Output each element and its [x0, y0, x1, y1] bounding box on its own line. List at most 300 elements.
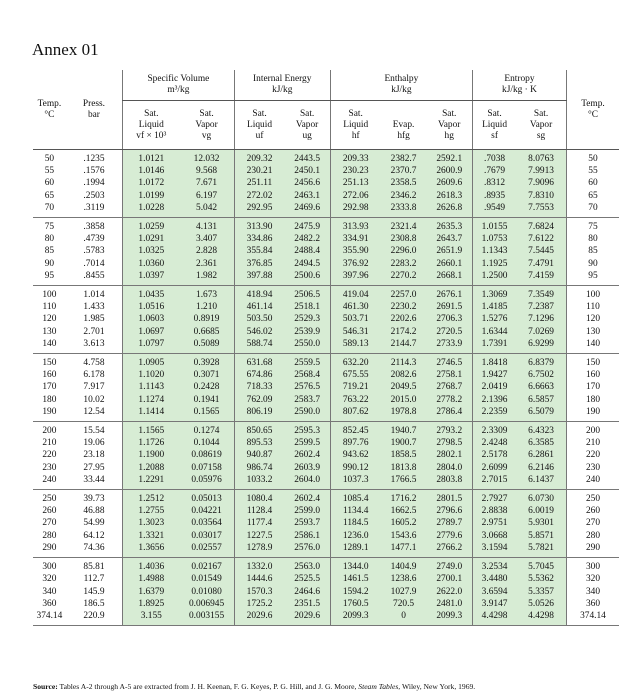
table-cell: 2758.1 — [427, 369, 473, 381]
table-cell: 290 — [33, 542, 66, 558]
table-cell: 6.178 — [83, 370, 105, 381]
table-cell: 2.2359 — [472, 406, 516, 422]
table-cell: 1.0603 — [123, 313, 180, 325]
source-note: Source: Tables A-2 through A-5 are extracted from J. H. Keenan, F. G. Keyes, P. G. Hill, and J. G. Moore, Steam Tables, Wiley, New York, 1969. — [33, 682, 476, 691]
table-row — [33, 558, 619, 574]
table-cell: 0.07158 — [179, 462, 234, 474]
table-cell: 340 — [566, 586, 619, 598]
table-cell: 50 — [566, 150, 619, 166]
table-cell: 6.2861 — [516, 449, 566, 461]
table-cell: 2700.1 — [427, 573, 473, 585]
table-cell: 1.4036 — [123, 558, 180, 574]
table-cell: 2518.1 — [284, 301, 330, 313]
table-cell: 2529.3 — [284, 313, 330, 325]
table-cell: 6.1437 — [516, 474, 566, 490]
table-cell: 320 — [566, 573, 619, 585]
table-cell: .7038 — [472, 150, 516, 166]
table-cell: 6.6663 — [516, 381, 566, 393]
table-row — [33, 218, 619, 234]
table-cell: 1404.9 — [381, 558, 427, 574]
table-cell: 2766.2 — [427, 542, 473, 558]
subheader-4: Sat. Liquid hf — [330, 101, 380, 150]
table-cell: 6.4323 — [516, 422, 566, 438]
table-cell: 100 — [42, 290, 57, 301]
table-cell: 1.982 — [179, 270, 234, 286]
table-cell: 80 — [44, 234, 55, 245]
table-cell: 3.6594 — [472, 586, 516, 598]
table-cell: 7.8310 — [516, 190, 566, 202]
table-cell: 2456.6 — [284, 177, 330, 189]
table-cell: 806.19 — [234, 406, 284, 422]
table-cell: 1940.7 — [381, 422, 427, 438]
table-cell: 5.3357 — [516, 586, 566, 598]
table-cell: 2733.9 — [427, 338, 473, 354]
table-cell: 2443.5 — [284, 150, 330, 166]
table-cell: 112.7 — [83, 574, 105, 585]
internal-energy-header: Internal Energy kJ/kg — [234, 70, 330, 101]
table-cell: 2626.8 — [427, 202, 473, 218]
table-cell: 65 — [566, 190, 619, 202]
table-cell: 3.155 — [123, 610, 180, 626]
table-cell: 1.2512 — [123, 490, 180, 506]
table-row — [33, 177, 619, 189]
table-cell: 943.62 — [330, 449, 380, 461]
table-cell: 220 — [42, 450, 57, 461]
table-cell: 340 — [42, 586, 57, 597]
table-cell: 990.12 — [330, 462, 380, 474]
table-row — [33, 270, 619, 286]
table-cell: 2599.0 — [284, 505, 330, 517]
table-cell: 7.4791 — [516, 258, 566, 270]
table-cell: 374.14 — [33, 610, 66, 626]
table-cell: 334.86 — [234, 233, 284, 245]
table-cell: 4.758 — [83, 358, 105, 369]
subheader-5: Evap. hfg — [381, 101, 427, 150]
table-cell: 1.0146 — [123, 165, 180, 177]
table-row — [33, 462, 619, 474]
table-cell: 2469.6 — [284, 202, 330, 218]
table-cell: .8935 — [472, 190, 516, 202]
table-cell: 150 — [42, 358, 57, 369]
table-cell: 2660.1 — [427, 258, 473, 270]
table-cell: 1289.1 — [330, 542, 380, 558]
table-cell: 6.0019 — [516, 505, 566, 517]
table-row — [33, 165, 619, 177]
table-cell: 461.14 — [234, 301, 284, 313]
table-cell: 2609.6 — [427, 177, 473, 189]
table-cell: 675.55 — [330, 369, 380, 381]
table-cell: 2768.7 — [427, 381, 473, 393]
table-cell: 160 — [566, 369, 619, 381]
table-cell: 360 — [566, 598, 619, 610]
table-cell: 2706.3 — [427, 313, 473, 325]
table-cell: 2602.4 — [284, 490, 330, 506]
table-cell: 3.0668 — [472, 530, 516, 542]
table-cell: 2481.0 — [427, 598, 473, 610]
table-cell: 2015.0 — [381, 394, 427, 406]
table-row — [33, 542, 619, 558]
table-cell: 546.31 — [330, 326, 380, 338]
table-cell: 140 — [566, 338, 619, 354]
table-row — [33, 313, 619, 325]
table-cell: 230.21 — [234, 165, 284, 177]
table-cell: 320 — [42, 574, 57, 585]
table-cell: 70 — [566, 202, 619, 218]
table-cell: 209.33 — [330, 150, 380, 166]
table-cell: 209.32 — [234, 150, 284, 166]
table-cell: 1.1900 — [123, 449, 180, 461]
table-cell: 6.3585 — [516, 437, 566, 449]
table-cell: 461.30 — [330, 301, 380, 313]
table-cell: 7.0269 — [516, 326, 566, 338]
table-cell: 2099.3 — [330, 610, 380, 626]
table-band — [33, 354, 619, 422]
table-cell: 0.3071 — [179, 369, 234, 381]
table-cell: 1236.0 — [330, 530, 380, 542]
table-cell: 120 — [42, 314, 57, 325]
table-cell: 2691.5 — [427, 301, 473, 313]
table-cell: 1978.8 — [381, 406, 427, 422]
table-cell: 140 — [33, 338, 66, 354]
table-cell: 270 — [566, 517, 619, 529]
table-cell: 2.828 — [179, 245, 234, 257]
table-cell: 1.2088 — [123, 462, 180, 474]
table-cell: 0.1044 — [179, 437, 234, 449]
table-cell: 2789.7 — [427, 517, 473, 529]
table-cell: 50 — [44, 154, 55, 164]
table-cell: 55 — [44, 166, 55, 177]
table-cell: 2475.9 — [284, 218, 330, 234]
table-cell: 74.36 — [66, 542, 123, 558]
table-cell: 3.9147 — [472, 598, 516, 610]
table-cell: 1.0259 — [123, 218, 180, 234]
table-cell: 2029.6 — [234, 610, 284, 626]
subheader-7: Sat. Liquid sf — [472, 101, 516, 150]
table-row — [33, 301, 619, 313]
table-cell: 2749.0 — [427, 558, 473, 574]
table-cell: 1.6379 — [123, 586, 180, 598]
table-cell: 1278.9 — [234, 542, 284, 558]
table-cell: 374.14 — [566, 610, 619, 626]
table-cell: 80 — [566, 233, 619, 245]
table-cell: 54.99 — [83, 518, 105, 529]
table-cell: 1.1020 — [123, 369, 180, 381]
table-cell: 397.96 — [330, 270, 380, 286]
table-cell: 674.86 — [234, 369, 284, 381]
table-cell: 1.0325 — [123, 245, 180, 257]
table-cell: .4739 — [83, 234, 105, 245]
table-cell: 2.5178 — [472, 449, 516, 461]
table-cell: 1461.5 — [330, 573, 380, 585]
table-cell: .1235 — [83, 154, 105, 164]
table-cell: 292.98 — [330, 202, 380, 218]
press-header: Press. bar — [66, 70, 123, 150]
table-cell: 807.62 — [330, 406, 380, 422]
table-cell: 2583.7 — [284, 394, 330, 406]
table-cell: 160 — [42, 370, 57, 381]
table-cell: 2382.7 — [381, 150, 427, 166]
table-cell: 1.0155 — [472, 218, 516, 234]
table-row — [33, 286, 619, 302]
table-cell: 7.2387 — [516, 301, 566, 313]
table-cell: 130 — [566, 326, 619, 338]
table-cell: 90 — [44, 258, 55, 269]
table-cell: 6.9299 — [516, 338, 566, 354]
table-cell: 200 — [42, 426, 57, 437]
table-cell: 2464.6 — [284, 586, 330, 598]
table-cell: 46.88 — [83, 506, 105, 517]
table-cell: 95 — [33, 270, 66, 286]
table-cell: 6.7502 — [516, 369, 566, 381]
table-cell: 1543.6 — [381, 530, 427, 542]
table-cell: 70 — [33, 202, 66, 218]
table-cell: 1.0172 — [123, 177, 180, 189]
table-row — [33, 394, 619, 406]
table-cell: 2602.4 — [284, 449, 330, 461]
table-cell: 2.361 — [179, 258, 234, 270]
table-cell: 2.3309 — [472, 422, 516, 438]
table-cell: 4.4298 — [472, 610, 516, 626]
table-cell: 1.0516 — [123, 301, 180, 313]
table-cell: 1.6344 — [472, 326, 516, 338]
table-cell: 1085.4 — [330, 490, 380, 506]
table-cell: 12.032 — [179, 150, 234, 166]
table-cell: 2603.9 — [284, 462, 330, 474]
table-cell: 2576.0 — [284, 542, 330, 558]
table-cell: 2576.5 — [284, 381, 330, 393]
table-cell: 300 — [42, 562, 57, 573]
table-cell: 150 — [566, 354, 619, 370]
table-cell: 1.3321 — [123, 530, 180, 542]
table-cell: 2550.0 — [284, 338, 330, 354]
table-cell: 0 — [381, 610, 427, 626]
table-cell: 503.50 — [234, 313, 284, 325]
table-cell: 2593.7 — [284, 517, 330, 529]
table-cell: 1.433 — [83, 302, 105, 313]
table-cell: 1344.0 — [330, 558, 380, 574]
table-cell: 3.1594 — [472, 542, 516, 558]
subheader-8: Sat. Vapor sg — [516, 101, 566, 150]
table-cell: 1.1414 — [123, 406, 180, 422]
table-cell: 2618.3 — [427, 190, 473, 202]
table-cell: 397.88 — [234, 270, 284, 286]
table-cell: 85 — [566, 245, 619, 257]
table-cell: .5783 — [83, 246, 105, 257]
table-row — [33, 610, 619, 626]
table-cell: 720.5 — [381, 598, 427, 610]
table-band — [33, 150, 619, 218]
table-cell: 1.1726 — [123, 437, 180, 449]
table-cell: 7.9913 — [516, 165, 566, 177]
table-row — [33, 150, 619, 166]
table-cell: 588.74 — [234, 338, 284, 354]
table-band — [33, 218, 619, 286]
temp-header-right: Temp. °C — [566, 70, 619, 150]
table-cell: 85.81 — [83, 562, 105, 573]
subheader-6: Sat. Vapor hg — [427, 101, 473, 150]
table-cell: 110 — [566, 301, 619, 313]
table-cell: 360 — [42, 598, 57, 609]
table-cell: 2793.2 — [427, 422, 473, 438]
table-cell: 250 — [566, 490, 619, 506]
table-cell: 190 — [33, 406, 66, 422]
table-cell: 300 — [566, 558, 619, 574]
table-cell: 2796.6 — [427, 505, 473, 517]
table-cell: 2568.4 — [284, 369, 330, 381]
table-cell: .7679 — [472, 165, 516, 177]
table-cell: 1.673 — [179, 286, 234, 302]
table-cell: 0.003155 — [179, 610, 234, 626]
table-cell: 2358.5 — [381, 177, 427, 189]
table-cell: 15.54 — [83, 426, 105, 437]
table-cell: 1570.3 — [234, 586, 284, 598]
table-row — [33, 190, 619, 202]
table-cell: 2600.9 — [427, 165, 473, 177]
table-cell: .9549 — [472, 202, 516, 218]
table-cell: 19.06 — [83, 438, 105, 449]
table-cell: 3.613 — [66, 338, 123, 354]
table-cell: 23.18 — [83, 450, 105, 461]
table-cell: 240 — [33, 474, 66, 490]
table-cell: 7.5445 — [516, 245, 566, 257]
table-cell: 272.02 — [234, 190, 284, 202]
table-cell: 1.014 — [83, 290, 105, 301]
table-cell: 2.8838 — [472, 505, 516, 517]
table-cell: 5.042 — [179, 202, 234, 218]
table-cell: 7.9096 — [516, 177, 566, 189]
table-cell: 6.0730 — [516, 490, 566, 506]
table-cell: 7.3549 — [516, 286, 566, 302]
table-cell: 2595.3 — [284, 422, 330, 438]
table-cell: 2370.7 — [381, 165, 427, 177]
table-cell: 27.95 — [83, 462, 105, 473]
table-cell: 250 — [42, 494, 57, 505]
table-cell: 210 — [42, 438, 57, 449]
table-cell: 546.02 — [234, 326, 284, 338]
table-cell: 2488.4 — [284, 245, 330, 257]
table-cell: 0.03017 — [179, 530, 234, 542]
entropy-header: Entropy kJ/kg · K — [472, 70, 566, 101]
table-cell: 1444.6 — [234, 573, 284, 585]
table-cell: 1134.4 — [330, 505, 380, 517]
table-cell: 632.20 — [330, 354, 380, 370]
table-cell: 230 — [566, 462, 619, 474]
table-cell: 170 — [566, 381, 619, 393]
table-cell: 376.92 — [330, 258, 380, 270]
table-cell: .3119 — [66, 202, 123, 218]
table-row — [33, 422, 619, 438]
table-cell: 90 — [566, 258, 619, 270]
table-cell: 1.210 — [179, 301, 234, 313]
table-cell: .3858 — [83, 222, 105, 233]
table-cell: 12.54 — [66, 406, 123, 422]
table-cell: 2450.1 — [284, 165, 330, 177]
table-cell: 1.0753 — [472, 233, 516, 245]
subheader-2: Sat. Liquid uf — [234, 101, 284, 150]
table-cell: 170 — [42, 382, 57, 393]
table-row — [33, 406, 619, 422]
table-cell: 1605.2 — [381, 517, 427, 529]
table-cell: 355.90 — [330, 245, 380, 257]
table-row — [33, 573, 619, 585]
table-cell: 986.74 — [234, 462, 284, 474]
table-cell: 3.407 — [179, 233, 234, 245]
table-cell: 1.1343 — [472, 245, 516, 257]
table-cell: 251.13 — [330, 177, 380, 189]
table-cell: 3.2534 — [472, 558, 516, 574]
table-cell: .8455 — [66, 270, 123, 286]
table-row — [33, 517, 619, 529]
table-cell: 1027.9 — [381, 586, 427, 598]
table-cell: 1.8418 — [472, 354, 516, 370]
table-cell: 334.91 — [330, 233, 380, 245]
table-cell: 852.45 — [330, 422, 380, 438]
table-cell: 64.12 — [83, 530, 105, 541]
table-cell: 718.33 — [234, 381, 284, 393]
table-cell: 2801.5 — [427, 490, 473, 506]
table-cell: 1.2500 — [472, 270, 516, 286]
table-cell: 418.94 — [234, 286, 284, 302]
table-cell: 2082.6 — [381, 369, 427, 381]
table-cell: 0.1274 — [179, 422, 234, 438]
table-cell: 589.13 — [330, 338, 380, 354]
table-row — [33, 474, 619, 490]
table-cell: 5.8571 — [516, 530, 566, 542]
table-cell: 2802.1 — [427, 449, 473, 461]
table-cell: 0.04221 — [179, 505, 234, 517]
table-cell: 2482.2 — [284, 233, 330, 245]
table-cell: 1227.5 — [234, 530, 284, 542]
table-cell: 1037.3 — [330, 474, 380, 490]
table-cell: 5.5362 — [516, 573, 566, 585]
table-cell: 1594.2 — [330, 586, 380, 598]
table-cell: 220 — [566, 449, 619, 461]
table-cell: 240 — [566, 474, 619, 490]
table-cell: 2.1396 — [472, 394, 516, 406]
table-cell: 1760.5 — [330, 598, 380, 610]
table-cell: 2174.2 — [381, 326, 427, 338]
table-cell: 260 — [42, 506, 57, 517]
table-cell: 2.7927 — [472, 490, 516, 506]
table-cell: 1.0291 — [123, 233, 180, 245]
table-cell: 270 — [42, 518, 57, 529]
table-row — [33, 369, 619, 381]
table-cell: 2590.0 — [284, 406, 330, 422]
table-cell: 6.8379 — [516, 354, 566, 370]
table-cell: 503.71 — [330, 313, 380, 325]
table-cell: 719.21 — [330, 381, 380, 393]
table-cell: 1813.8 — [381, 462, 427, 474]
table-cell: 2029.6 — [284, 610, 330, 626]
table-cell: 2586.1 — [284, 530, 330, 542]
table-cell: 2746.5 — [427, 354, 473, 370]
table-cell: .8312 — [472, 177, 516, 189]
table-cell: 2114.3 — [381, 354, 427, 370]
table-band — [33, 490, 619, 558]
table-cell: 0.05013 — [179, 490, 234, 506]
table-cell: 2604.0 — [284, 474, 330, 490]
table-cell: 1.0228 — [123, 202, 180, 218]
table-cell: 2049.5 — [381, 381, 427, 393]
table-cell: 2.9751 — [472, 517, 516, 529]
table-cell: 631.68 — [234, 354, 284, 370]
table-cell: 762.09 — [234, 394, 284, 406]
table-cell: 0.2428 — [179, 381, 234, 393]
table-cell: 2676.1 — [427, 286, 473, 302]
table-cell: 4.131 — [179, 218, 234, 234]
table-cell: 2525.5 — [284, 573, 330, 585]
table-cell: 75 — [44, 222, 55, 233]
